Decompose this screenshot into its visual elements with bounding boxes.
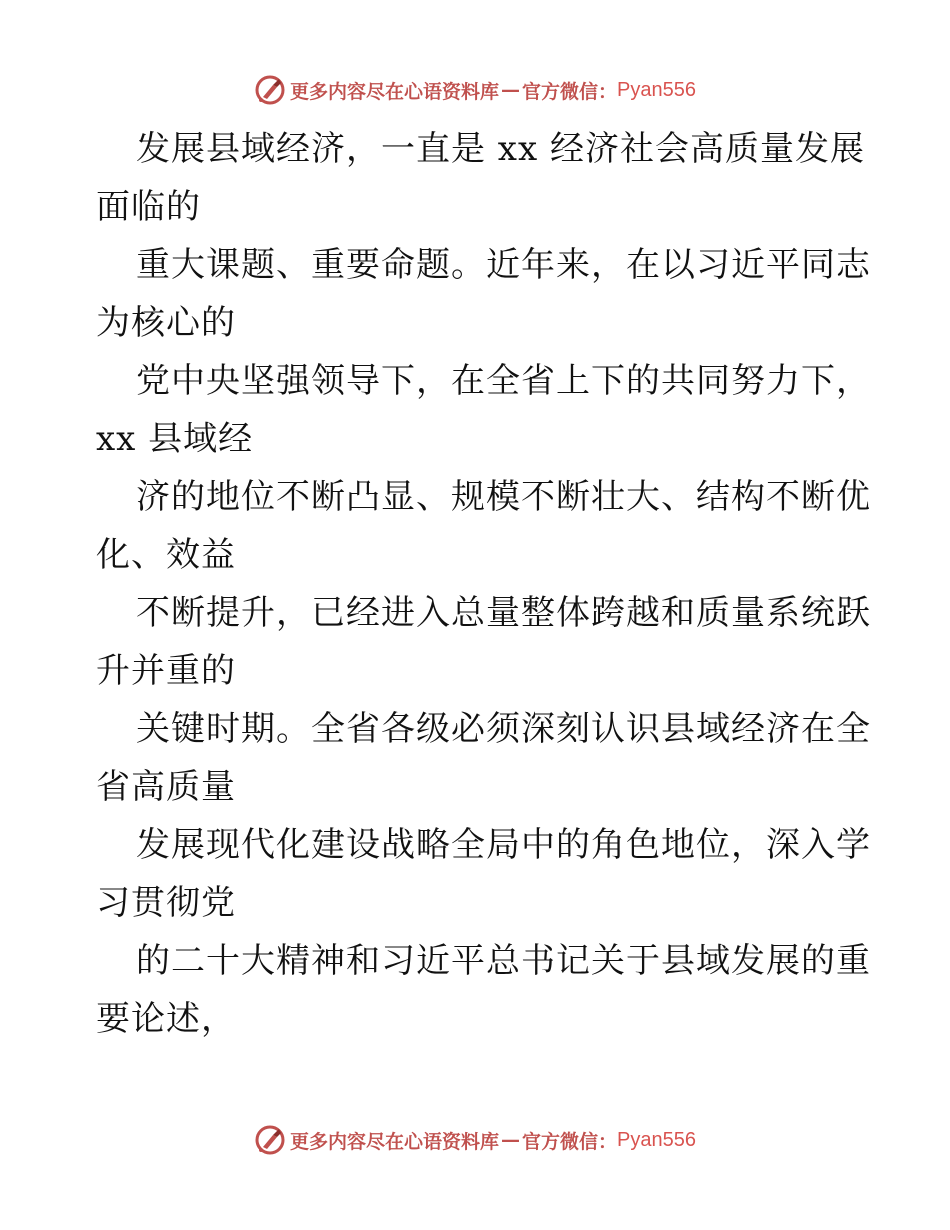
banner-wechat-id: Pyan556 (617, 1128, 696, 1151)
banner-wechat-id: Pyan556 (617, 78, 696, 101)
footer-banner (0, 1120, 950, 1160)
body-line: 化、效益 (96, 535, 236, 575)
body-line: 的二十大精神和习近平总书记关于县域发展的重 (136, 941, 871, 981)
body-line: 面临的 (96, 187, 201, 227)
banner-dash: — (501, 79, 521, 101)
banner-slogan: 更多内容尽在心语资料库 (290, 80, 500, 103)
header-banner (0, 70, 950, 110)
body-line: 发展现代化建设战略全局中的角色地位，深入学 (136, 825, 871, 865)
body-line: 党中央坚强领导下，在全省上下的共同努力下， (136, 361, 871, 401)
banner-dash: — (501, 1129, 521, 1151)
body-line: 习贯彻党 (96, 883, 236, 923)
body-line: 关键时期。全省各级必须深刻认识县域经济在全 (136, 709, 871, 749)
body-line: 发展县域经济，一直是 xx 经济社会高质量发展 (136, 129, 865, 169)
body-line: 升并重的 (96, 651, 236, 691)
document-body (96, 120, 871, 1048)
body-line: 重大课题、重要命题。近年来，在以习近平同志 (136, 245, 871, 285)
body-line: 济的地位不断凸显、规模不断壮大、结构不断优 (136, 477, 871, 517)
banner-wechat-label: 官方微信： (522, 1130, 618, 1153)
pen-nib-logo-icon (254, 74, 286, 106)
banner-wechat-label: 官方微信： (522, 80, 618, 103)
body-line: 要论述， (96, 999, 236, 1039)
body-line: 为核心的 (96, 303, 236, 343)
banner-slogan: 更多内容尽在心语资料库 (290, 1130, 500, 1153)
body-line: 不断提升，已经进入总量整体跨越和质量系统跃 (136, 593, 871, 633)
body-line: 省高质量 (96, 767, 236, 807)
body-line: xx 县域经 (96, 419, 254, 459)
pen-nib-logo-icon (254, 1124, 286, 1156)
